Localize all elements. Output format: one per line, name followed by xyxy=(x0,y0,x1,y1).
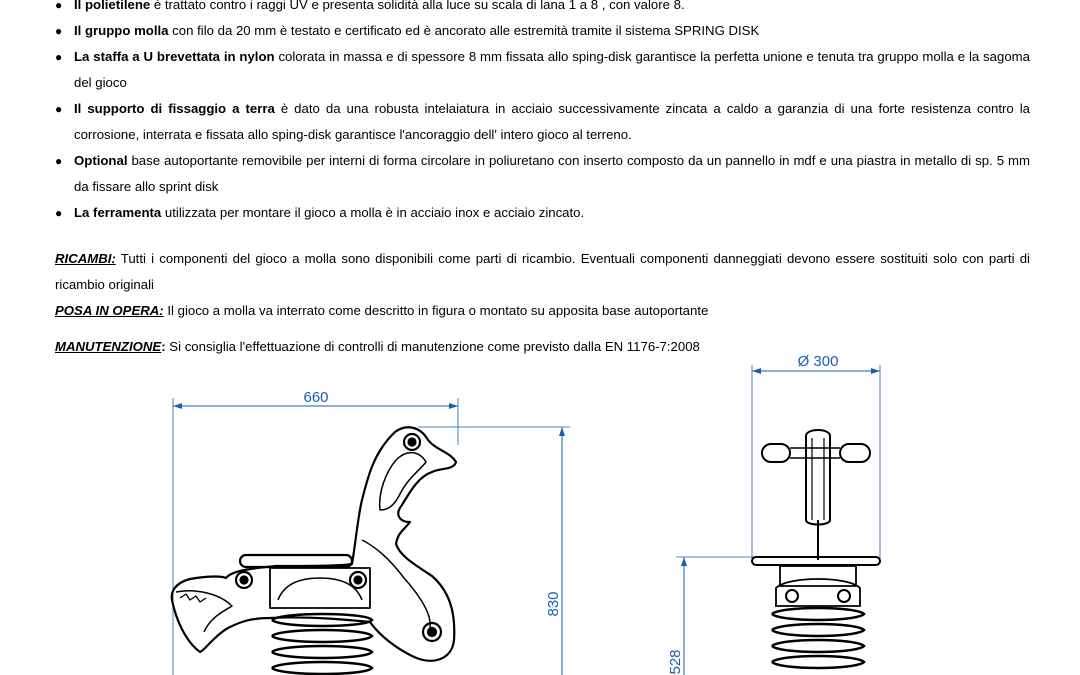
item-title: Il gruppo molla xyxy=(74,23,169,38)
dimension-height xyxy=(418,427,570,675)
features-list xyxy=(55,0,1030,226)
item-text: colorata in massa e di spessore 8 mm fissata allo sping-disk garantisce la perfetta unione e tenuta tra gruppo molla e la sagoma del gioco xyxy=(74,49,1030,90)
manutenzione-colon: : xyxy=(161,339,166,354)
list-item xyxy=(55,44,1030,96)
bullet-dot-icon: ● xyxy=(55,102,63,116)
item-text: utilizzata per montare il gioco a molla è in acciaio inox e acciaio zincato. xyxy=(161,205,585,220)
bullet-dot-icon: ● xyxy=(55,0,63,12)
dimension-seat-height xyxy=(676,557,760,675)
item-title: La ferramenta xyxy=(74,205,162,220)
ricambi-text: Tutti i componenti del gioco a molla sono disponibili come parti di ricambio. Eventuali componenti danneggiati devono essere sostituiti solo con parti di ricambio originali xyxy=(55,251,1030,292)
spring-side-view xyxy=(272,614,372,674)
item-text: è dato da una robusta intelaiatura in acciaio successivamente zincata a caldo a garanzia di una forte resistenza contro la corrosione, interrata e fissata allo sping-disk garantisce l'ancoraggio dell' intero gioco al terreno. xyxy=(74,101,1030,142)
bullet-dot-icon: ● xyxy=(55,206,63,220)
posa-heading: POSA IN OPERA: xyxy=(55,303,164,318)
spring-rider-front-view xyxy=(752,430,880,606)
item-text: è trattato contro i raggi UV e presenta solidità alla luce su scala di lana 1 a 8 , con valore 8. xyxy=(150,0,685,12)
ricambi-section xyxy=(55,246,1030,298)
list-item xyxy=(55,200,1030,226)
dimension-width-label: 660 xyxy=(303,389,329,406)
bullet-dot-icon: ● xyxy=(55,24,63,38)
bullet-dot-icon: ● xyxy=(55,154,63,168)
ricambi-heading: RICAMBI: xyxy=(55,251,116,266)
list-item xyxy=(55,18,1030,44)
bullet-dot-icon: ● xyxy=(55,50,63,64)
list-item xyxy=(55,96,1030,148)
item-title: La staffa a U brevettata in nylon xyxy=(74,49,275,64)
item-title: Optional xyxy=(74,153,128,168)
spring-front-view xyxy=(772,608,864,668)
posa-text: Il gioco a molla va interrato come descritto in figura o montato su apposita base autoportante xyxy=(163,303,709,318)
dimension-seat-height-label: 528 xyxy=(667,649,684,675)
item-title: Il supporto di fissaggio a terra xyxy=(74,101,275,116)
posa-section xyxy=(55,298,1030,324)
item-title: Il polietilene xyxy=(74,0,151,12)
item-text: base autoportante removibile per interni di forma circolare in poliuretano con inserto composto da un pannello in mdf e una piastra in metallo di sp. 5 mm da fissare allo sprint disk xyxy=(74,153,1030,194)
list-item xyxy=(55,0,1030,18)
manutenzione-heading: MANUTENZIONE xyxy=(55,339,162,354)
dimension-height-label: 830 xyxy=(545,591,562,617)
list-item xyxy=(55,148,1030,200)
item-text: con filo da 20 mm è testato e certificato ed è ancorato alle estremità tramite il sistema SPRING DISK xyxy=(168,23,760,38)
technical-drawing xyxy=(0,340,1080,675)
dimension-diameter-label: Ø 300 xyxy=(797,353,839,370)
manutenzione-text: Si consiglia l'effettuazione di controlli di manutenzione come previsto dalla EN 1176-7:2008 xyxy=(165,339,700,354)
